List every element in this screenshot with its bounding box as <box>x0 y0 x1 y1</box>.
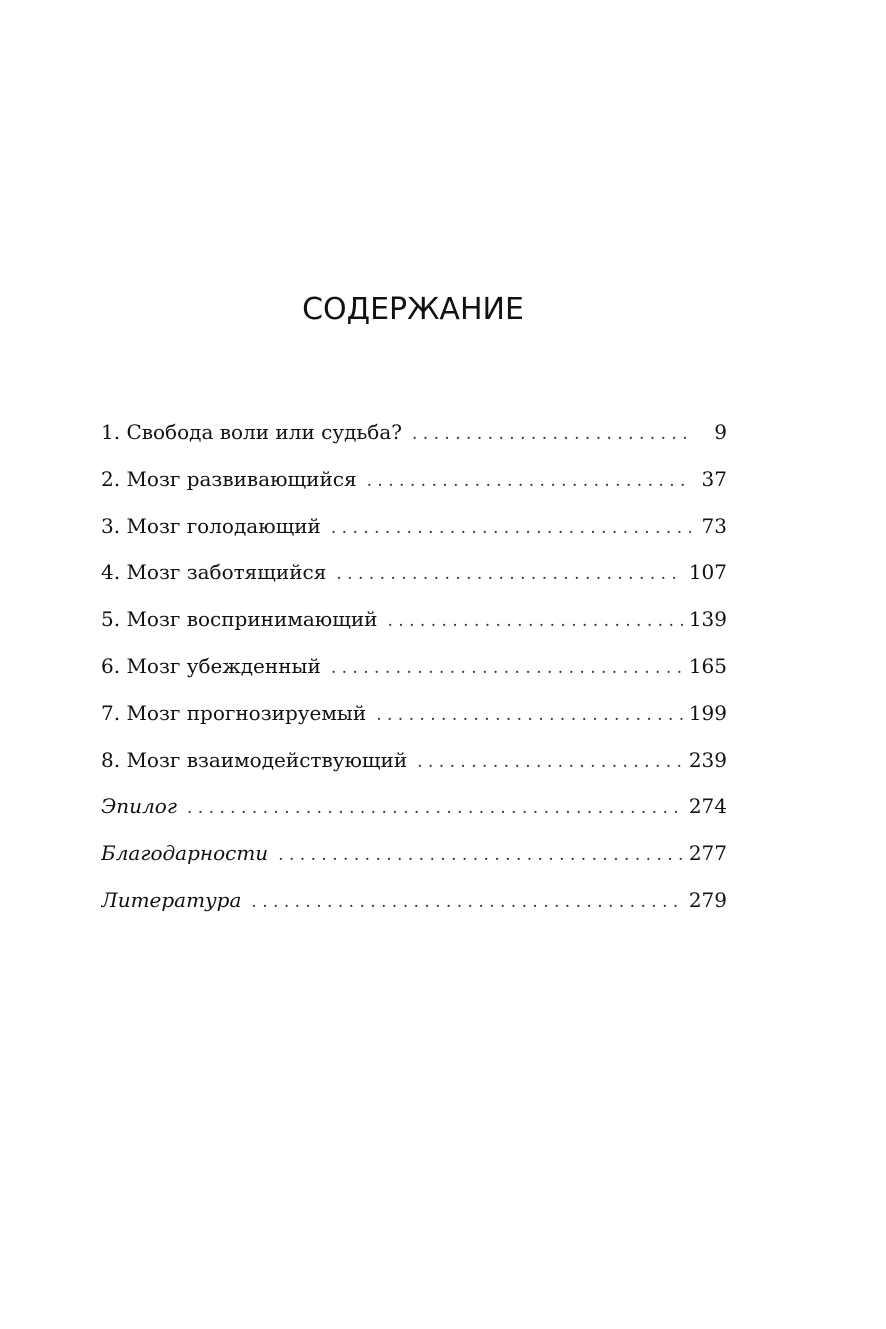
toc-entry-title: Эпилог <box>101 794 177 819</box>
toc-entry-title: 7. Мозг прогнозируемый <box>101 700 367 725</box>
toc-entry-page: 139 <box>688 607 727 632</box>
dot-leader <box>331 658 683 678</box>
toc-entry-title: 3. Мозг голодающий <box>101 513 321 538</box>
toc-entry <box>101 841 727 888</box>
toc-entry <box>101 420 727 467</box>
toc-entry-title: Литература <box>101 887 242 912</box>
toc-entry-title: 5. Мозг воспринимающий <box>101 607 378 632</box>
dot-leader <box>331 518 691 538</box>
dot-leader <box>278 845 683 865</box>
dot-leader <box>336 564 682 584</box>
toc-entry-page: 165 <box>688 653 727 678</box>
toc-entry-title: 8. Мозг взаимодействующий <box>101 747 408 772</box>
dot-leader <box>417 752 683 772</box>
toc-entry-page: 239 <box>688 747 727 772</box>
toc-entry-page: 277 <box>688 841 727 866</box>
toc-entry-title: 6. Мозг убежденный <box>101 653 321 678</box>
toc-entry-page: 9 <box>714 420 727 444</box>
dot-leader <box>367 471 691 491</box>
toc-entry <box>101 654 727 701</box>
toc-entry-page: 107 <box>688 560 727 585</box>
toc-entry <box>101 560 727 607</box>
toc-entry-title: Благодарности <box>101 841 269 866</box>
toc-entry-page: 274 <box>688 794 727 819</box>
toc-entry-page: 279 <box>688 887 727 912</box>
toc-entry-title: 4. Мозг заботящийся <box>101 560 327 585</box>
toc-entry-page: 199 <box>688 700 727 725</box>
toc-entry <box>101 888 727 935</box>
toc-entry-page: 37 <box>701 466 727 491</box>
toc-entry <box>101 467 727 514</box>
toc-entry-page: 73 <box>701 513 727 538</box>
dot-leader <box>412 424 691 444</box>
toc-entry-title: 1. Свобода воли или судьба? <box>101 420 402 444</box>
page-title: СОДЕРЖАНИЕ <box>302 292 524 327</box>
toc-entry <box>101 794 727 841</box>
dot-leader <box>251 892 682 912</box>
dot-leader <box>387 611 682 631</box>
toc-entry <box>101 748 727 795</box>
dot-leader <box>187 798 683 818</box>
toc-entry <box>101 514 727 561</box>
table-of-contents <box>101 420 727 935</box>
toc-entry <box>101 607 727 654</box>
dot-leader <box>376 705 683 725</box>
toc-entry-title: 2. Мозг развивающийся <box>101 466 357 491</box>
toc-entry <box>101 701 727 748</box>
